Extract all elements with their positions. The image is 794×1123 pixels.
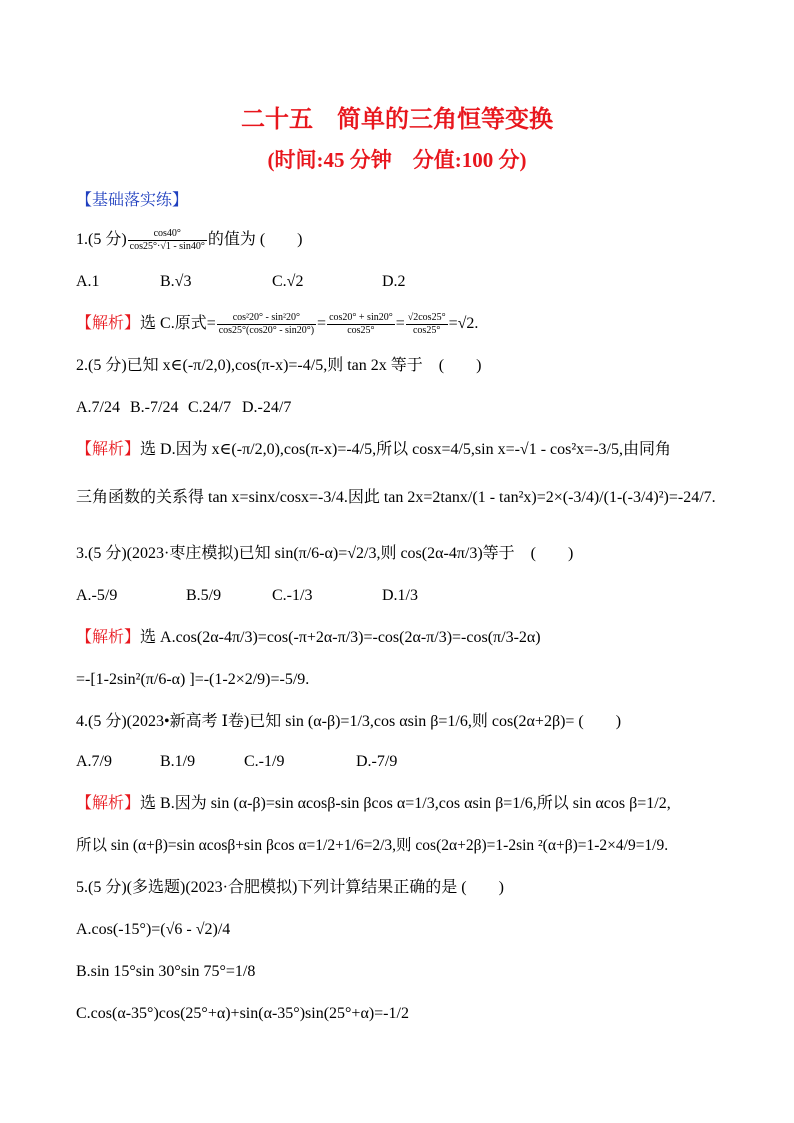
section-heading: 【基础落实练】	[76, 192, 189, 209]
question-4-solution-line-1: 【解析】选 B.因为 sin (α-β)=sin αcosβ-sin βcos α=1/3,cos αsin β=1/6,所以 sin αcos β=1/2,	[76, 795, 671, 812]
question-3-solution-line-1: 【解析】选 A.cos(2α-4π/3)=cos(-π+2α-π/3)=-cos(2α-π/3)=-cos(π/3-2α)	[76, 629, 541, 646]
question-5-option-b: B.sin 15°sin 30°sin 75°=1/8	[76, 963, 256, 980]
question-3: 3.(5 分)(2023·枣庄模拟)已知 sin(π/6-α)=√2/3,则 cos(2α-4π/3)等于 ( )	[76, 545, 574, 562]
question-2: 2.(5 分)已知 x∈(-π/2,0),cos(π-x)=-4/5,则 tan 2x 等于 ( )	[76, 357, 482, 374]
question-4-solution-line-2: 所以 sin (α+β)=sin αcosβ+sin βcos α=1/2+1/6=2/3,则 cos(2α+2β)=1-2sin ²(α+β)=1-2×4/9=1/9.	[76, 837, 669, 854]
question-3-solution-line-2: =-[1-2sin²(π/6-α) ]=-(1-2×2/9)=-5/9.	[76, 671, 310, 688]
question-2-solution-line-1: 【解析】选 D.因为 x∈(-π/2,0),cos(π-x)=-4/5,所以 cosx=4/5,sin x=-√1 - cos²x=-3/5,由同角	[76, 441, 671, 458]
question-4: 4.(5 分)(2023•新高考 Ⅰ卷)已知 sin (α-β)=1/3,cos αsin β=1/6,则 cos(2α+2β)= ( )	[76, 713, 622, 730]
question-5: 5.(5 分)(多选题)(2023·合肥模拟)下列计算结果正确的是 ( )	[76, 879, 504, 896]
question-2-solution-line-2: 三角函数的关系得 tan x=sinx/cosx=-3/4.因此 tan 2x=2tanx/(1 - tan²x)=2×(-3/4)/(1-(-3/4)²)=-24/7.	[76, 489, 716, 506]
question-5-option-c: C.cos(α-35°)cos(25°+α)+sin(α-35°)sin(25°+α)=-1/2	[76, 1005, 409, 1022]
question-1-solution: 【解析】选 C.原式= $\frac{\text{cos²20° - sin²20°}}{\cos 25^\circ(\cos 20^\circ - \sin 20^\circ)}$ = $\frac{\cos 20^\circ + \sin 20^\circ}{\cos 25^\circ}$ = $\frac{√2\cos 25^\circ}{\cos 25^\circ}$ =√2.	[76, 312, 479, 336]
page-subtitle: (时间:45 分钟 分值:100 分)	[267, 148, 527, 172]
page-title: 二十五 简单的三角恒等变换	[241, 105, 553, 133]
question-5-option-a: A.cos(-15°)=(√6 - √2)/4	[76, 921, 231, 938]
question-1: 1.(5 分) $\frac{\cos 40^\circ}{\cos 25^\circ\cdot√1 - \sin 40^\circ}$ 的值为 ( )	[76, 228, 303, 252]
